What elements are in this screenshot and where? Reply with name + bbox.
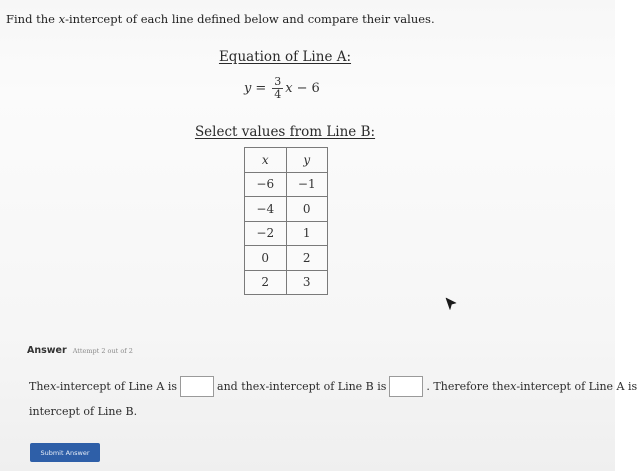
table-header-y: y: [286, 148, 328, 173]
line-b-values-table: [244, 147, 328, 295]
answer-label: Answer: [27, 345, 67, 356]
mouse-cursor-icon: [445, 297, 457, 311]
table-row: [245, 221, 328, 246]
table-cell-y: −1: [286, 172, 328, 197]
equation-variable: x: [285, 80, 293, 96]
table-cell-x: −2: [245, 221, 287, 246]
table-header-x: x: [245, 148, 287, 173]
instruction-text-start: Find the: [6, 12, 59, 26]
line-a-heading: Equation of Line A:: [218, 49, 352, 65]
sentence-variable: x: [49, 380, 57, 393]
fraction-denominator: 4: [274, 87, 282, 101]
sentence-text: . Therefore the: [426, 380, 511, 393]
table-cell-x: −4: [245, 197, 287, 222]
line-a-intercept-input[interactable]: [180, 376, 214, 397]
answer-sentence: [29, 376, 637, 397]
slope-fraction: [272, 76, 283, 101]
table-row: [245, 270, 328, 295]
table-cell-y: 2: [286, 246, 328, 271]
sentence-text: and the: [217, 380, 260, 393]
table-header-row: [245, 148, 328, 173]
sentence-variable: x: [259, 380, 266, 393]
sentence-variable: x: [510, 380, 517, 393]
fraction-numerator: 3: [274, 74, 282, 88]
table-row: [245, 246, 328, 271]
answer-sentence-continued: intercept of Line B.: [29, 405, 138, 418]
table-cell-x: −6: [245, 172, 287, 197]
sentence-text: -intercept of Line A is: [56, 380, 178, 393]
instruction-variable: x: [58, 12, 66, 26]
table-row: [245, 172, 328, 197]
submit-answer-button[interactable]: Submit Answer: [30, 443, 100, 462]
answer-header: [27, 345, 133, 356]
equation-lhs: y: [244, 80, 252, 96]
attempt-counter: Attempt 2 out of 2: [72, 347, 133, 355]
equation-constant: 6: [311, 80, 320, 96]
line-b-intercept-input[interactable]: [389, 376, 423, 397]
table-cell-x: 2: [245, 270, 287, 295]
table-cell-x: 0: [245, 246, 287, 271]
line-b-heading: Select values from Line B:: [194, 124, 376, 140]
sentence-text: The: [29, 380, 50, 393]
instruction-text-end: -intercept of each line defined below and compare their values.: [65, 12, 435, 26]
question-instruction: [6, 12, 435, 26]
equals-sign: =: [255, 80, 267, 96]
sentence-text: -intercept of Line A is: [516, 380, 637, 393]
table-cell-y: 3: [286, 270, 328, 295]
sentence-text: -intercept of Line B is: [265, 380, 387, 393]
table-cell-y: 1: [286, 221, 328, 246]
minus-sign: −: [296, 80, 308, 96]
table-cell-y: 0: [286, 197, 328, 222]
table-row: [245, 197, 328, 222]
line-a-equation: [244, 72, 320, 104]
